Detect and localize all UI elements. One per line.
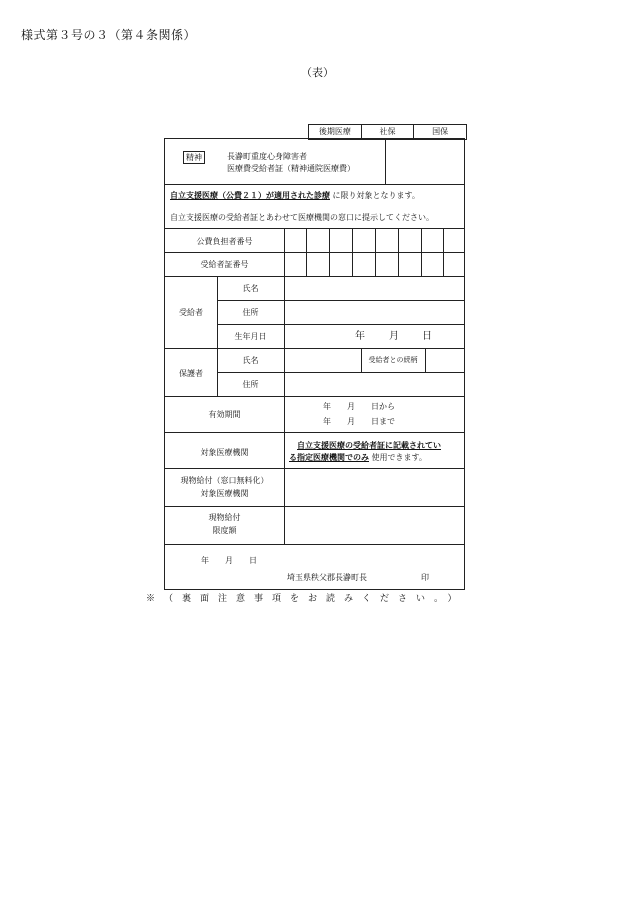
payer-number-label: 公費負担者番号	[196, 237, 253, 246]
divider	[284, 276, 285, 348]
target-institution-note-1: 自立支援医療の受給者証に記載されてい	[297, 440, 441, 450]
target-institution-label: 対象医療機関	[200, 448, 249, 457]
limit-label-2: 限度額	[212, 526, 237, 535]
name-label: 氏名	[242, 284, 259, 293]
insurance-type: 国保	[413, 125, 466, 139]
notice-line-2: 自立支援医療の受給者証とあわせて医療機関の窓口に提示してください。	[170, 213, 434, 222]
divider	[165, 276, 464, 277]
notice-line-1	[170, 190, 420, 201]
birth-day-unit: 日	[422, 331, 432, 342]
divider	[425, 348, 426, 372]
relationship-label: 受給者との続柄	[368, 356, 418, 364]
limit-label-1: 現物給付	[208, 513, 241, 522]
divider	[165, 348, 464, 349]
footer-note: ※（裏面注意事項をお読みください。）	[146, 594, 466, 604]
target-institution-emphasis: る指定医療機関でのみ	[289, 452, 369, 462]
digit-box	[443, 228, 444, 276]
insurance-type: 社保	[361, 125, 414, 139]
inkind-institution-label-1: 現物給付（窓口無料化）	[180, 476, 269, 485]
guardian-group-label: 保護者	[179, 369, 203, 378]
birth-month-unit: 月	[389, 331, 399, 342]
notice-rest: に限り対象となります。	[332, 191, 420, 200]
digit-box	[421, 228, 422, 276]
divider	[284, 432, 285, 468]
category-tag: 精神	[183, 151, 205, 164]
guardian-name-label: 氏名	[242, 356, 259, 365]
seal-mark: 印	[421, 573, 429, 582]
birth-year-unit: 年	[355, 331, 365, 342]
side-label: （表）	[301, 66, 334, 79]
issuer: 埼玉県秩父郡長瀞町長	[287, 573, 367, 582]
divider	[217, 300, 464, 301]
valid-to: 年 月 日まで	[323, 417, 395, 426]
divider	[165, 544, 464, 545]
divider	[165, 506, 464, 507]
recipient-number-label: 受給者証番号	[200, 260, 249, 269]
insurance-type: 後期医療	[318, 127, 351, 136]
card-subtitle: 医療費受給者証（精神通院医療費）	[227, 164, 355, 173]
valid-from: 年 月 日から	[323, 402, 395, 411]
divider	[217, 324, 464, 325]
divider	[217, 372, 464, 373]
target-institution-rest: 使用できます。	[371, 453, 427, 462]
validity-label: 有効期間	[208, 410, 241, 419]
digit-box	[352, 228, 353, 276]
digit-box	[329, 228, 330, 276]
inkind-institution-label-2: 対象医療機関	[200, 489, 249, 498]
guardian-address-label: 住所	[242, 380, 259, 389]
target-institution-note-2	[289, 452, 427, 463]
recipient-group-label: 受給者	[179, 308, 203, 317]
recipient-certificate-form	[164, 138, 465, 590]
digit-box	[398, 228, 399, 276]
divider	[284, 348, 285, 396]
form-number: 様式第３号の３（第４条関係）	[21, 28, 197, 42]
divider	[385, 139, 386, 184]
divider	[165, 396, 464, 397]
divider	[165, 184, 464, 185]
divider	[284, 228, 285, 276]
divider	[165, 468, 464, 469]
birthdate-label: 生年月日	[234, 332, 267, 341]
divider	[284, 506, 285, 544]
divider	[165, 252, 464, 253]
digit-box	[306, 228, 307, 276]
card-title: 長瀞町重度心身障害者	[227, 152, 307, 161]
divider	[165, 432, 464, 433]
divider	[284, 396, 285, 432]
digit-box	[375, 228, 376, 276]
notice-emphasis: 自立支援医療（公費２１）が適用された診療	[170, 190, 330, 200]
divider	[165, 228, 464, 229]
address-label: 住所	[242, 308, 259, 317]
issue-date: 年 月 日	[201, 556, 257, 565]
divider	[284, 468, 285, 506]
